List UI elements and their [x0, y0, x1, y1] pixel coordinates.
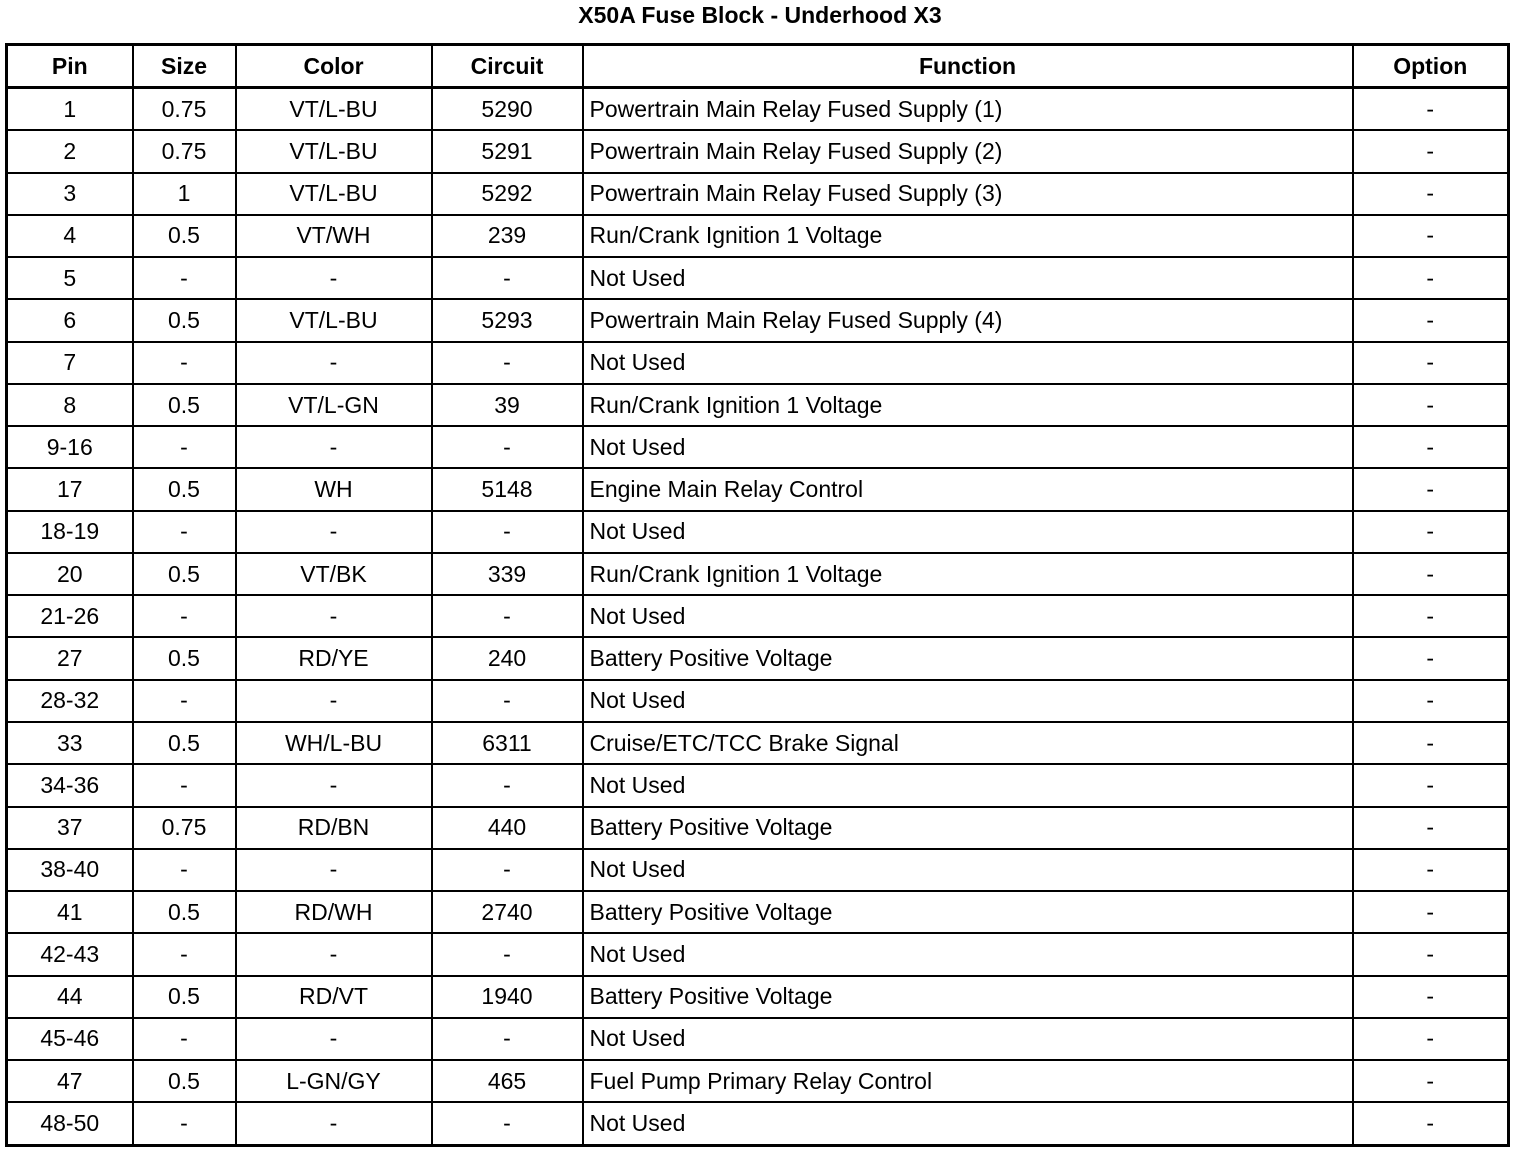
table-row — [7, 511, 1509, 553]
cell-function: Not Used — [583, 849, 1353, 891]
table-row — [7, 1060, 1509, 1102]
cell-size: - — [133, 1102, 236, 1145]
cell-pin: 20 — [7, 553, 133, 595]
table-body — [7, 88, 1509, 1146]
cell-size: 0.5 — [133, 553, 236, 595]
cell-color: VT/L-BU — [236, 299, 432, 341]
cell-pin: 5 — [7, 257, 133, 299]
cell-circuit: 2740 — [432, 891, 583, 933]
cell-circuit: - — [432, 257, 583, 299]
cell-size: - — [133, 257, 236, 299]
cell-option: - — [1353, 299, 1509, 341]
cell-option: - — [1353, 426, 1509, 468]
cell-option: - — [1353, 342, 1509, 384]
cell-pin: 34-36 — [7, 764, 133, 806]
cell-size: - — [133, 1018, 236, 1060]
table-row — [7, 722, 1509, 764]
cell-size: 0.5 — [133, 384, 236, 426]
cell-color: VT/L-BU — [236, 88, 432, 131]
cell-color: - — [236, 680, 432, 722]
cell-option: - — [1353, 933, 1509, 975]
cell-option: - — [1353, 764, 1509, 806]
cell-pin: 7 — [7, 342, 133, 384]
cell-option: - — [1353, 88, 1509, 131]
table-row — [7, 130, 1509, 172]
cell-size: 0.5 — [133, 976, 236, 1018]
pinout-table — [5, 43, 1510, 1147]
cell-option: - — [1353, 976, 1509, 1018]
cell-circuit: 240 — [432, 637, 583, 679]
cell-color: RD/WH — [236, 891, 432, 933]
cell-color: VT/L-GN — [236, 384, 432, 426]
cell-pin: 33 — [7, 722, 133, 764]
cell-circuit: 5293 — [432, 299, 583, 341]
cell-color: - — [236, 257, 432, 299]
cell-function: Battery Positive Voltage — [583, 976, 1353, 1018]
table-row — [7, 173, 1509, 215]
cell-size: - — [133, 680, 236, 722]
cell-size: 0.5 — [133, 468, 236, 510]
cell-pin: 27 — [7, 637, 133, 679]
header-function: Function — [583, 45, 1353, 88]
cell-function: Powertrain Main Relay Fused Supply (3) — [583, 173, 1353, 215]
cell-option: - — [1353, 511, 1509, 553]
cell-color: - — [236, 511, 432, 553]
cell-pin: 38-40 — [7, 849, 133, 891]
table-row — [7, 299, 1509, 341]
cell-color: - — [236, 764, 432, 806]
table-row — [7, 257, 1509, 299]
cell-option: - — [1353, 637, 1509, 679]
cell-size: 0.5 — [133, 891, 236, 933]
cell-function: Powertrain Main Relay Fused Supply (2) — [583, 130, 1353, 172]
cell-pin: 44 — [7, 976, 133, 1018]
cell-circuit: 5291 — [432, 130, 583, 172]
cell-pin: 2 — [7, 130, 133, 172]
cell-circuit: - — [432, 849, 583, 891]
cell-option: - — [1353, 1060, 1509, 1102]
cell-color: - — [236, 426, 432, 468]
cell-size: 1 — [133, 173, 236, 215]
cell-size: 0.75 — [133, 807, 236, 849]
cell-circuit: - — [432, 1102, 583, 1145]
cell-function: Not Used — [583, 595, 1353, 637]
page-title: X50A Fuse Block - Underhood X3 — [578, 2, 942, 28]
cell-circuit: - — [432, 680, 583, 722]
cell-option: - — [1353, 722, 1509, 764]
cell-color: VT/L-BU — [236, 173, 432, 215]
cell-function: Not Used — [583, 257, 1353, 299]
header-color: Color — [236, 45, 432, 88]
cell-circuit: 39 — [432, 384, 583, 426]
cell-option: - — [1353, 130, 1509, 172]
cell-function: Battery Positive Voltage — [583, 891, 1353, 933]
cell-size: - — [133, 511, 236, 553]
cell-size: - — [133, 426, 236, 468]
cell-pin: 21-26 — [7, 595, 133, 637]
cell-option: - — [1353, 807, 1509, 849]
table-row — [7, 553, 1509, 595]
cell-option: - — [1353, 891, 1509, 933]
cell-circuit: - — [432, 342, 583, 384]
cell-circuit: 5148 — [432, 468, 583, 510]
cell-color: - — [236, 342, 432, 384]
cell-option: - — [1353, 849, 1509, 891]
table-row — [7, 342, 1509, 384]
cell-pin: 3 — [7, 173, 133, 215]
cell-function: Engine Main Relay Control — [583, 468, 1353, 510]
header-size: Size — [133, 45, 236, 88]
cell-circuit: - — [432, 595, 583, 637]
cell-circuit: 440 — [432, 807, 583, 849]
cell-size: - — [133, 933, 236, 975]
cell-function: Not Used — [583, 764, 1353, 806]
cell-color: RD/YE — [236, 637, 432, 679]
cell-size: 0.5 — [133, 215, 236, 257]
header-pin: Pin — [7, 45, 133, 88]
cell-pin: 47 — [7, 1060, 133, 1102]
cell-size: 0.5 — [133, 637, 236, 679]
cell-option: - — [1353, 595, 1509, 637]
cell-circuit: - — [432, 426, 583, 468]
table-row — [7, 933, 1509, 975]
cell-option: - — [1353, 215, 1509, 257]
cell-function: Not Used — [583, 680, 1353, 722]
cell-pin: 1 — [7, 88, 133, 131]
cell-color: - — [236, 849, 432, 891]
cell-circuit: - — [432, 511, 583, 553]
cell-pin: 45-46 — [7, 1018, 133, 1060]
cell-color: VT/WH — [236, 215, 432, 257]
cell-color: WH — [236, 468, 432, 510]
cell-color: - — [236, 933, 432, 975]
cell-color: L-GN/GY — [236, 1060, 432, 1102]
table-row — [7, 595, 1509, 637]
cell-circuit: 6311 — [432, 722, 583, 764]
cell-pin: 37 — [7, 807, 133, 849]
cell-function: Not Used — [583, 511, 1353, 553]
cell-function: Fuel Pump Primary Relay Control — [583, 1060, 1353, 1102]
cell-pin: 48-50 — [7, 1102, 133, 1145]
cell-size: 0.5 — [133, 1060, 236, 1102]
table-row — [7, 1102, 1509, 1145]
cell-function: Not Used — [583, 342, 1353, 384]
table-row — [7, 1018, 1509, 1060]
cell-option: - — [1353, 553, 1509, 595]
cell-color: - — [236, 1102, 432, 1145]
table-row — [7, 637, 1509, 679]
cell-function: Not Used — [583, 933, 1353, 975]
cell-option: - — [1353, 173, 1509, 215]
table-row — [7, 976, 1509, 1018]
table-row — [7, 807, 1509, 849]
cell-option: - — [1353, 1018, 1509, 1060]
cell-option: - — [1353, 680, 1509, 722]
cell-color: VT/BK — [236, 553, 432, 595]
cell-pin: 18-19 — [7, 511, 133, 553]
cell-color: - — [236, 1018, 432, 1060]
cell-size: 0.75 — [133, 130, 236, 172]
cell-function: Not Used — [583, 1102, 1353, 1145]
cell-size: 0.5 — [133, 299, 236, 341]
table-row — [7, 468, 1509, 510]
cell-option: - — [1353, 384, 1509, 426]
cell-color: - — [236, 595, 432, 637]
cell-color: RD/BN — [236, 807, 432, 849]
cell-function: Not Used — [583, 1018, 1353, 1060]
cell-circuit: 5292 — [432, 173, 583, 215]
cell-option: - — [1353, 468, 1509, 510]
table-row — [7, 680, 1509, 722]
table-row — [7, 88, 1509, 131]
cell-function: Battery Positive Voltage — [583, 637, 1353, 679]
cell-color: RD/VT — [236, 976, 432, 1018]
table-row — [7, 849, 1509, 891]
cell-function: Cruise/ETC/TCC Brake Signal — [583, 722, 1353, 764]
cell-pin: 28-32 — [7, 680, 133, 722]
cell-color: VT/L-BU — [236, 130, 432, 172]
table-row — [7, 384, 1509, 426]
table-row — [7, 764, 1509, 806]
cell-function: Run/Crank Ignition 1 Voltage — [583, 215, 1353, 257]
cell-size: 0.75 — [133, 88, 236, 131]
cell-function: Powertrain Main Relay Fused Supply (1) — [583, 88, 1353, 131]
cell-pin: 42-43 — [7, 933, 133, 975]
cell-color: WH/L-BU — [236, 722, 432, 764]
header-option: Option — [1353, 45, 1509, 88]
header-circuit: Circuit — [432, 45, 583, 88]
cell-function: Run/Crank Ignition 1 Voltage — [583, 553, 1353, 595]
cell-size: 0.5 — [133, 722, 236, 764]
table-row — [7, 215, 1509, 257]
cell-pin: 6 — [7, 299, 133, 341]
cell-pin: 17 — [7, 468, 133, 510]
cell-function: Battery Positive Voltage — [583, 807, 1353, 849]
cell-circuit: - — [432, 1018, 583, 1060]
cell-function: Powertrain Main Relay Fused Supply (4) — [583, 299, 1353, 341]
cell-pin: 41 — [7, 891, 133, 933]
cell-size: - — [133, 595, 236, 637]
cell-size: - — [133, 764, 236, 806]
cell-circuit: 465 — [432, 1060, 583, 1102]
cell-function: Not Used — [583, 426, 1353, 468]
cell-circuit: - — [432, 933, 583, 975]
cell-option: - — [1353, 1102, 1509, 1145]
cell-circuit: 239 — [432, 215, 583, 257]
cell-pin: 4 — [7, 215, 133, 257]
cell-option: - — [1353, 257, 1509, 299]
cell-circuit: 5290 — [432, 88, 583, 131]
header-row — [7, 45, 1509, 88]
table-row — [7, 891, 1509, 933]
cell-size: - — [133, 342, 236, 384]
cell-circuit: 1940 — [432, 976, 583, 1018]
table-row — [7, 426, 1509, 468]
cell-circuit: 339 — [432, 553, 583, 595]
cell-circuit: - — [432, 764, 583, 806]
cell-pin: 9-16 — [7, 426, 133, 468]
cell-pin: 8 — [7, 384, 133, 426]
cell-function: Run/Crank Ignition 1 Voltage — [583, 384, 1353, 426]
cell-size: - — [133, 849, 236, 891]
